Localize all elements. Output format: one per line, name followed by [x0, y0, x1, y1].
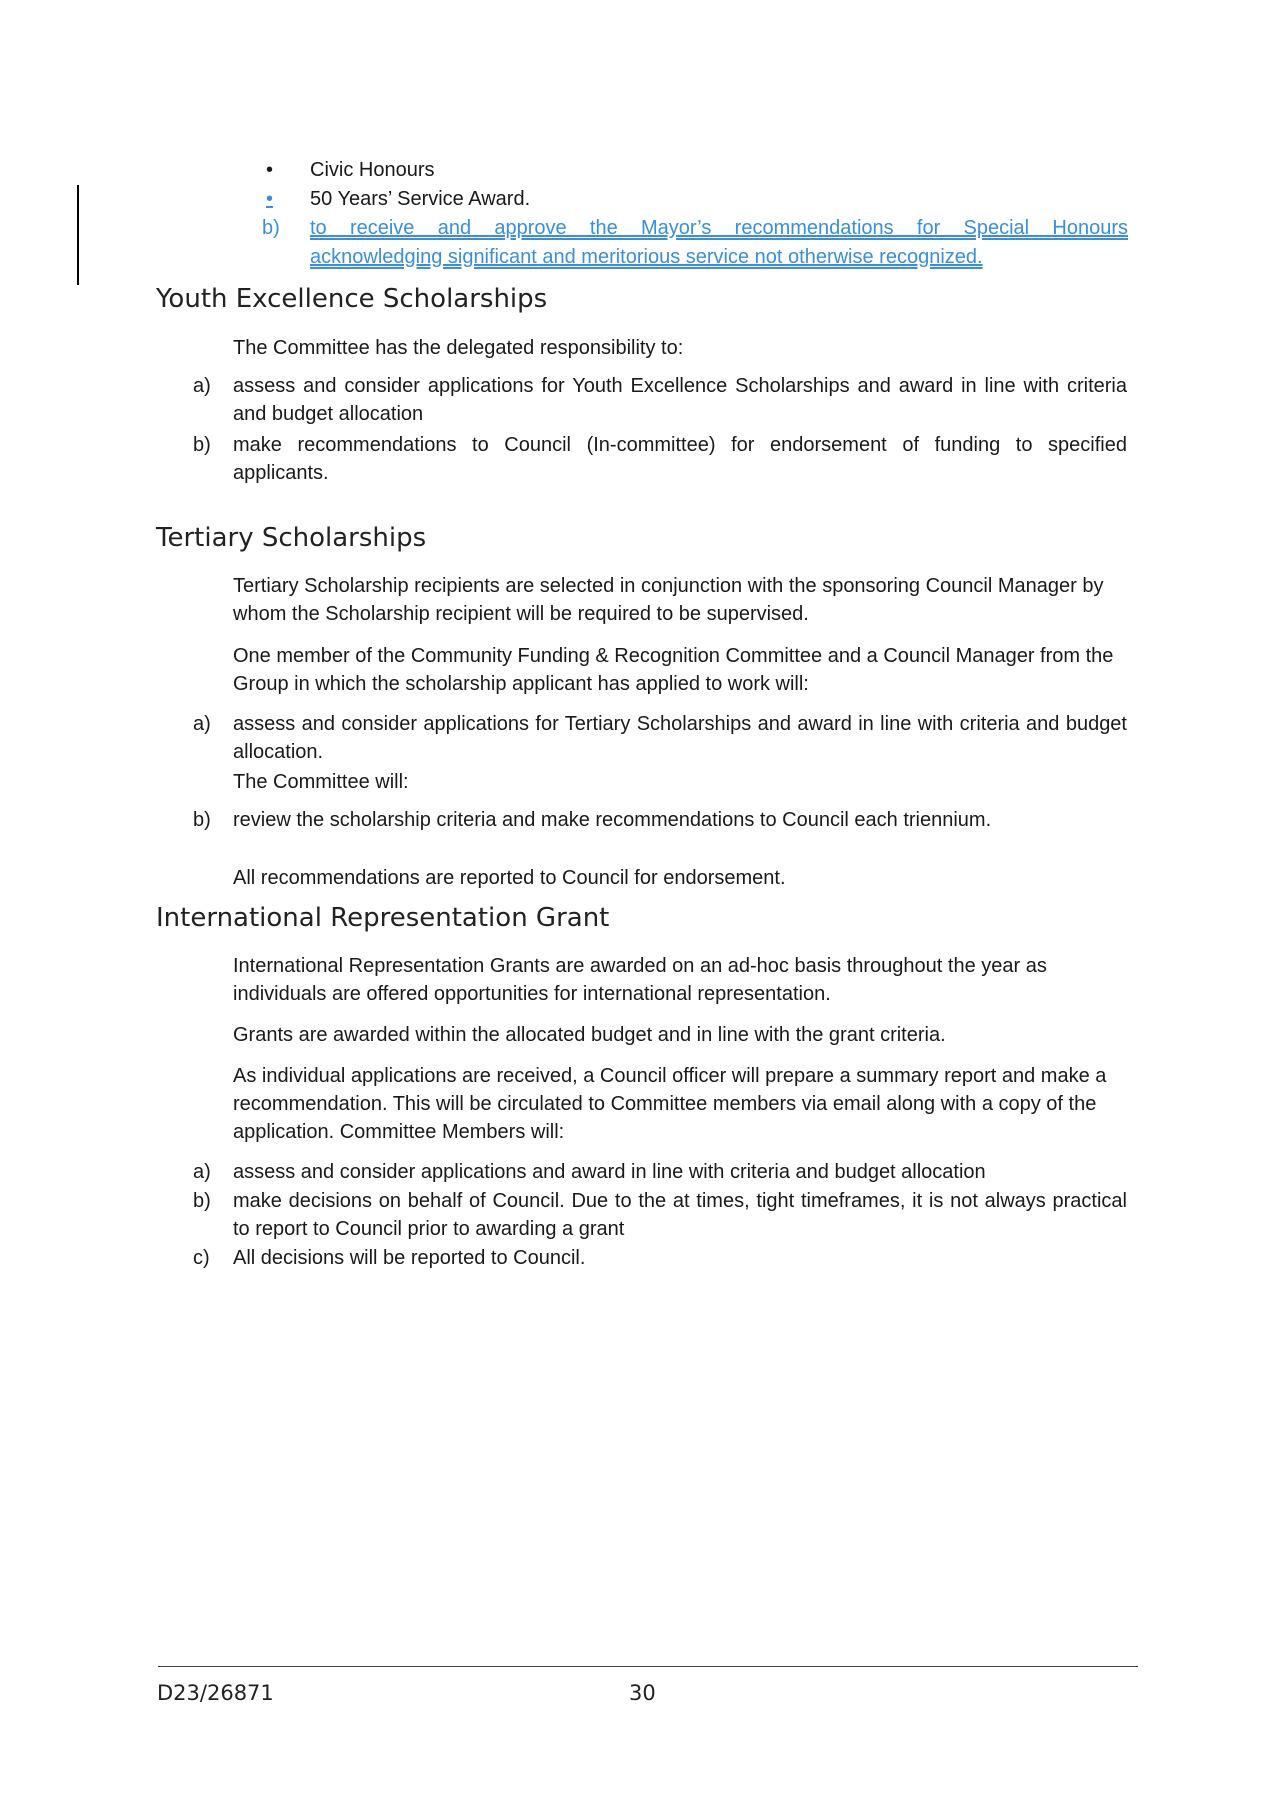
- youth-item-a: [193, 372, 1127, 428]
- item-text: assess and consider applications and award in line with criteria and budget allocation: [233, 1161, 986, 1183]
- item-label: c): [193, 1247, 210, 1269]
- bullet-icon: •: [266, 159, 274, 181]
- tertiary-closing: All recommendations are reported to Council for endorsement.: [233, 867, 786, 889]
- honours-bullet-list: [266, 156, 530, 214]
- item-text: review the scholarship criteria and make recommendations to Council each triennium.: [233, 809, 992, 831]
- footer-page-number: 30: [629, 1681, 656, 1705]
- international-para-2: Grants are awarded within the allocated budget and in line with the grant criteria.: [233, 1024, 946, 1046]
- item-text: All decisions will be reported to Council.: [233, 1247, 586, 1269]
- bullet-icon: •: [266, 188, 274, 210]
- tertiary-para-2: One member of the Community Funding & Recognition Committee and a Council Manager from the Group in which the scholarship applicant has applied to work will:: [233, 645, 1114, 695]
- tertiary-para-1: Tertiary Scholarship recipients are selected in conjunction with the sponsoring Council Manager by whom the Scholarship recipient will be required to be supervised.: [233, 575, 1104, 625]
- tertiary-item-b: [193, 806, 1127, 834]
- item-text: make recommendations to Council (In-committee) for endorsement of funding to specified applicants.: [233, 434, 1127, 484]
- section-heading-international: International Representation Grant: [156, 903, 610, 933]
- item-label: b): [193, 434, 211, 456]
- item-label: a): [193, 1161, 211, 1183]
- item-text: assess and consider applications for Tertiary Scholarships and award in line with criteria and budget allocation.: [233, 713, 1127, 763]
- revision-change-bar: [77, 185, 79, 285]
- bullet-item: [266, 156, 530, 185]
- footer-document-reference: D23/26871: [157, 1681, 274, 1705]
- item-label: a): [193, 375, 211, 397]
- footer-divider: [158, 1666, 1138, 1667]
- bullet-text: 50 Years’ Service Award.: [310, 188, 531, 210]
- item-label: b): [193, 809, 211, 831]
- section-heading-youth: Youth Excellence Scholarships: [156, 284, 548, 314]
- bullet-text: Civic Honours: [310, 159, 435, 181]
- tertiary-committee-will: The Committee will:: [233, 771, 409, 793]
- item-text: make decisions on behalf of Council. Due to the at times, tight timeframes, it is not always practical to report to Council prior to awarding a grant: [233, 1190, 1127, 1240]
- international-item-b: [193, 1187, 1127, 1243]
- item-text: assess and consider applications for Youth Excellence Scholarships and award in line with criteria and budget allocation: [233, 375, 1127, 425]
- item-text: [310, 214, 1128, 272]
- international-item-a: [193, 1158, 1127, 1186]
- item-text-line: to receive and approve the Mayor’s recommendations for Special Honours: [310, 217, 1128, 239]
- youth-intro: The Committee has the delegated responsibility to:: [233, 337, 684, 359]
- youth-item-b: [193, 431, 1127, 487]
- tracked-change-item: [262, 214, 1128, 272]
- item-text-line: acknowledging significant and meritorious service not otherwise recognized.: [310, 246, 983, 268]
- international-item-c: [193, 1244, 1127, 1272]
- international-para-3: As individual applications are received, a Council officer will prepare a summary report and make a recommendation. This will be circulated to Committee members via email along with a copy of the application. Committee Members will:: [233, 1065, 1107, 1143]
- bullet-item: [266, 185, 530, 214]
- item-label: a): [193, 713, 211, 735]
- international-para-1: International Representation Grants are awarded on an ad-hoc basis throughout the year as individuals are offered opportunities for international representation.: [233, 955, 1047, 1005]
- item-label: b): [262, 217, 280, 239]
- section-heading-tertiary: Tertiary Scholarships: [156, 523, 427, 553]
- tertiary-item-a: [193, 710, 1127, 766]
- item-label: b): [193, 1190, 211, 1212]
